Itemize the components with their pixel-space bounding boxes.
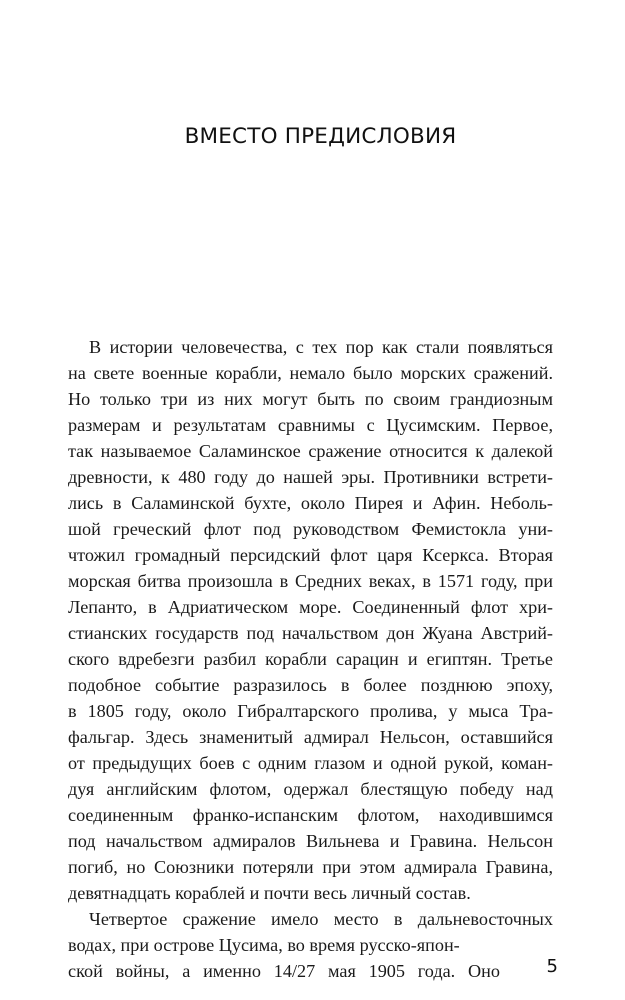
text-line: на свете военные корабли, немало было морских сражений. xyxy=(68,363,553,383)
text-line: фальгар. Здесь знаменитый адмирал Нельсон, оставшийся xyxy=(68,727,553,747)
text-line: девятнадцать кораблей и почти весь личный состав. xyxy=(68,883,471,903)
text-line: подобное событие разразилось в более позднюю эпоху, xyxy=(68,675,553,695)
text-line: ского вдребезги разбил корабли сарацин и египтян. Третье xyxy=(68,649,553,669)
text-line: шой греческий флот под руководством Фемистокла уни- xyxy=(68,519,553,539)
chapter-title: ВМЕСТО ПРЕДИСЛОВИЯ xyxy=(184,124,457,149)
text-line: соединенным франко-испанским флотом, находившимся xyxy=(68,805,553,825)
text-line: лись в Саламинской бухте, около Пирея и Афин. Неболь- xyxy=(68,493,553,513)
text-line: в 1805 году, около Гибралтарского пролива, у мыса Тра- xyxy=(68,701,553,721)
text-line: Лепанто, в Адриатическом море. Соединенный флот хри- xyxy=(68,597,553,617)
text-line: Но только три из них могут быть по своим грандиозным xyxy=(68,389,553,409)
text-line: дуя английским флотом, одержал блестящую победу над xyxy=(68,779,553,799)
text-line: так называемое Саламинское сражение относится к далекой xyxy=(68,441,553,461)
text-line: стианских государств под начальством дон Жуана Австрий- xyxy=(68,623,553,643)
text-line: ской войны, а именно 14/27 мая 1905 года. Оно xyxy=(68,961,500,981)
text-line: чтожил громадный персидский флот царя Ксеркса. Вторая xyxy=(68,545,553,565)
text-line: погиб, но Союзники потеряли при этом адмирала Гравина, xyxy=(68,857,553,877)
text-line: В истории человечества, с тех пор как стали появляться xyxy=(89,337,553,357)
text-line: под начальством адмиралов Вильнева и Гравина. Нельсон xyxy=(68,831,553,851)
text-line: водах, при острове Цусима, во время русско-япон- xyxy=(68,935,460,955)
page-number: 5 xyxy=(546,956,558,977)
text-line: размерам и результатам сравнимы с Цусимским. Первое, xyxy=(68,415,553,435)
text-line: древности, к 480 году до нашей эры. Противники встрети- xyxy=(68,467,553,487)
text-line: от предыдущих боев с одним глазом и одной рукой, коман- xyxy=(68,753,553,773)
text-line: морская битва произошла в Средних веках, в 1571 году, при xyxy=(68,571,553,591)
text-line: Четвертое сражение имело место в дальневосточных xyxy=(89,909,553,929)
